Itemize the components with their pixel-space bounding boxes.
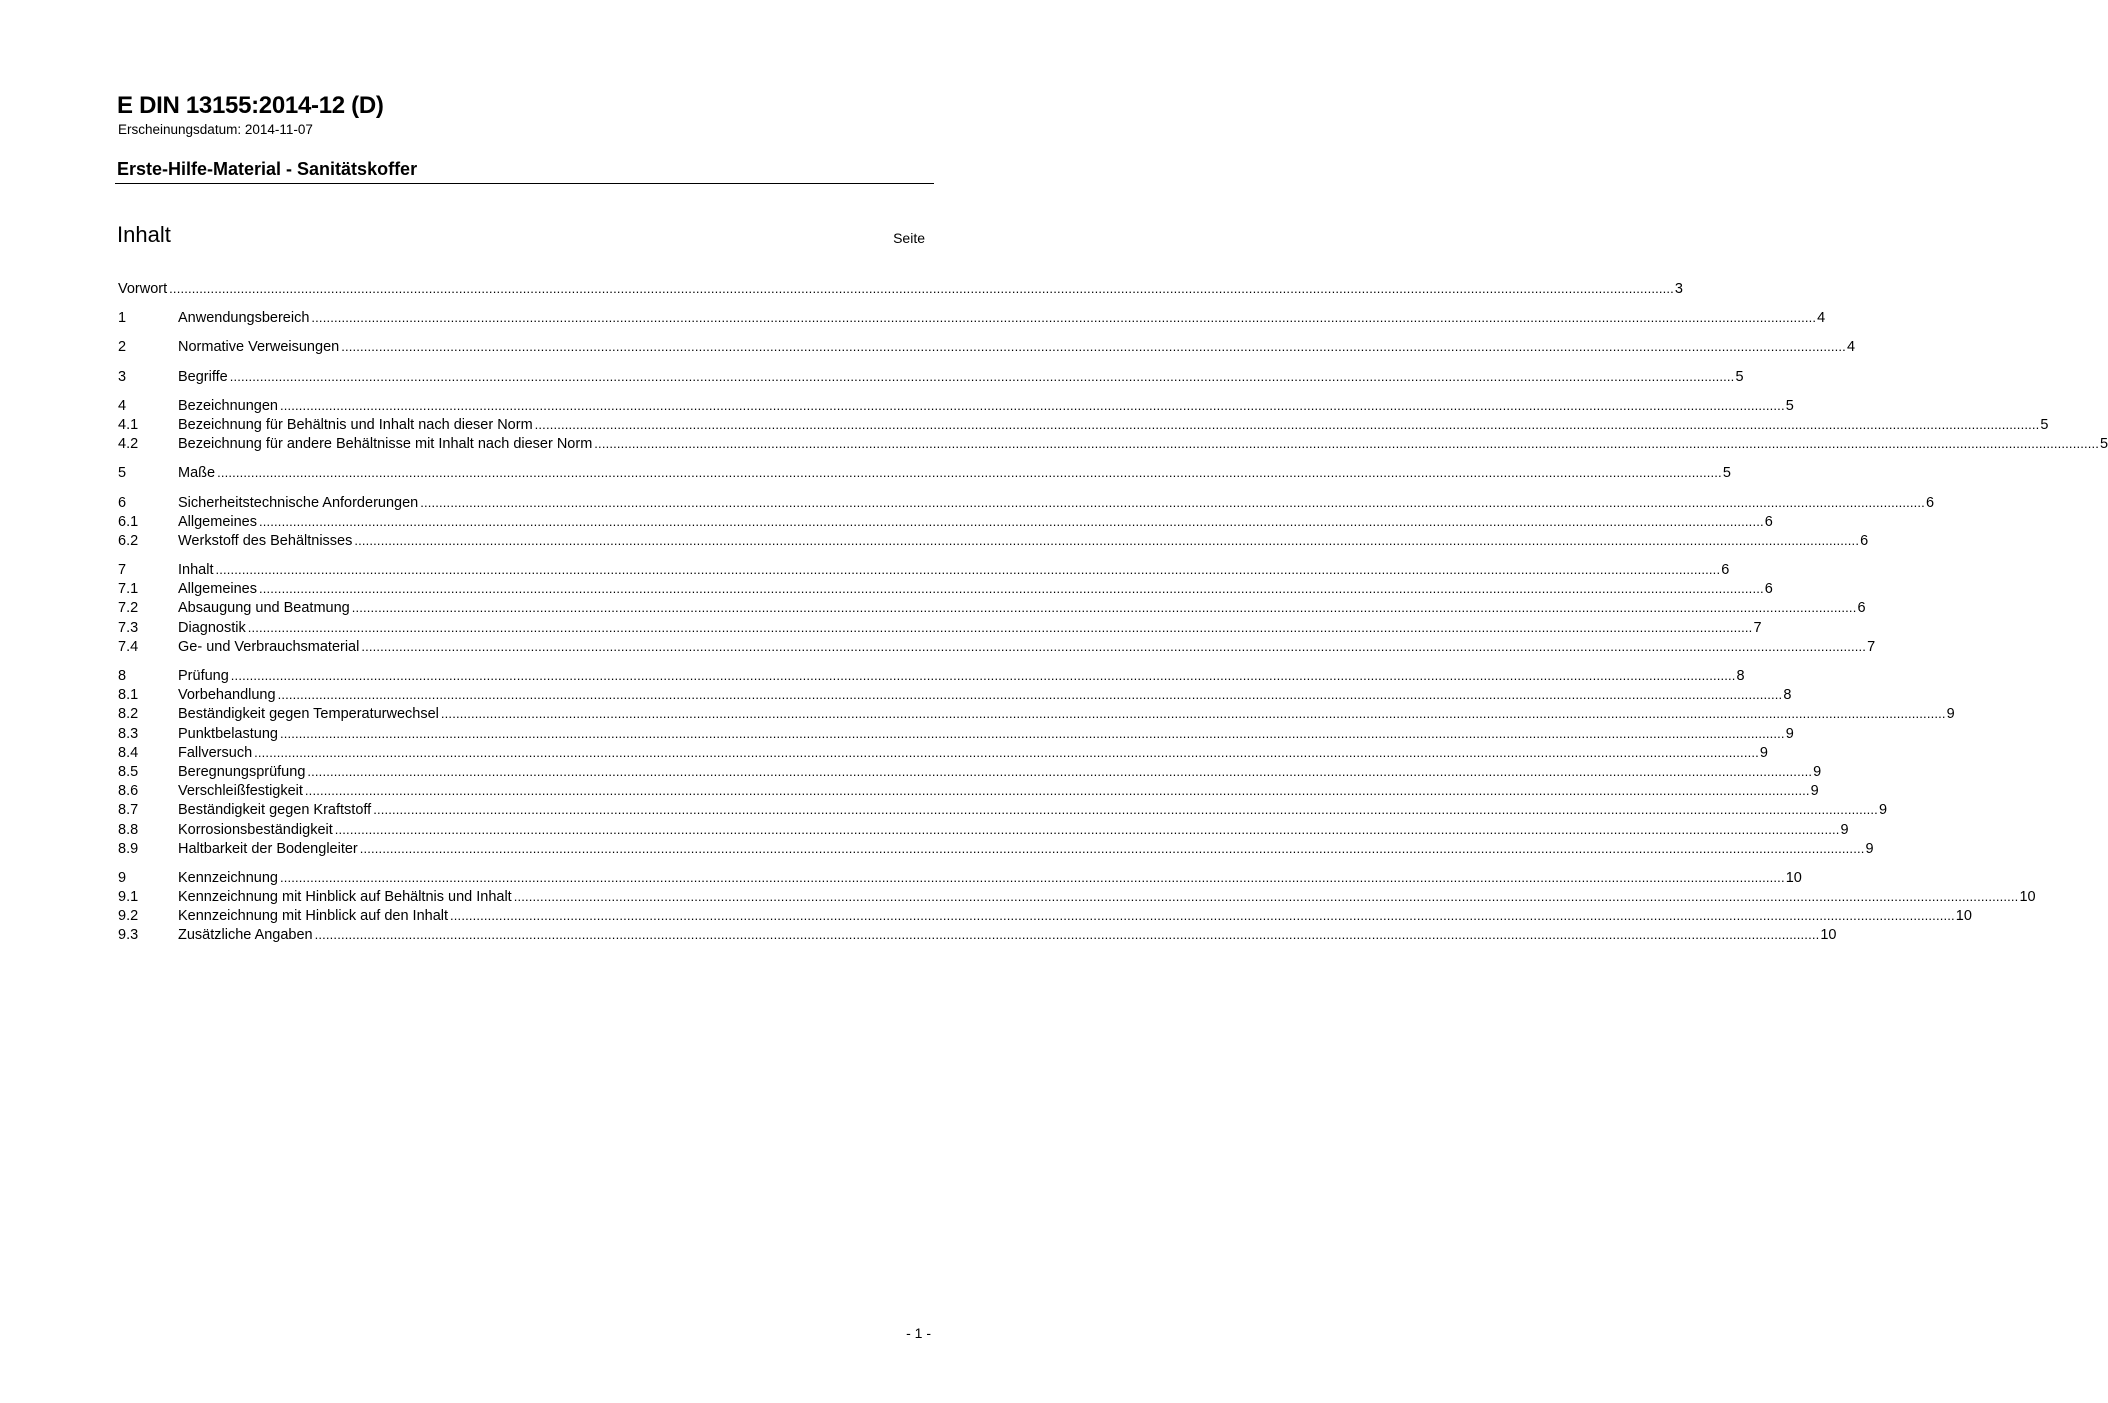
toc-entry[interactable]: [118, 618, 1762, 637]
toc-entry-title: Inhalt: [178, 562, 214, 579]
toc-entry-page: 5: [2040, 416, 2049, 433]
toc-entry-page: 8: [1783, 687, 1792, 704]
toc-entry-page: 9: [1810, 783, 1819, 800]
toc-entry-number: 9.1: [118, 889, 139, 906]
toc-group: [118, 279, 1683, 298]
toc-dot-leader: ................................................................................................................................................................................................................................................................................................................................................................................................................: [534, 416, 2040, 432]
toc-dot-leader: ................................................................................................................................................................................................................................................................................................................................................................................................................: [351, 600, 1857, 616]
toc-entry-number: 5: [118, 465, 127, 482]
toc-entry-number: 9.3: [118, 927, 139, 944]
toc-entry-number: 6.1: [118, 513, 139, 530]
toc-entry[interactable]: [118, 743, 1768, 762]
toc-dot-leader: ................................................................................................................................................................................................................................................................................................................................................................................................................: [304, 783, 1810, 799]
toc-dot-leader: ................................................................................................................................................................................................................................................................................................................................................................................................................: [279, 869, 1785, 885]
page-number: - 1 -: [906, 1325, 931, 1341]
toc-entry-number: 8.2: [118, 706, 139, 723]
toc-entry[interactable]: [118, 560, 1730, 579]
publication-date: Erscheinungsdatum: 2014-11-07: [118, 122, 313, 137]
toc-entry-number: 6: [118, 494, 127, 511]
toc-entry-number: 8.1: [118, 687, 139, 704]
toc-entry-page: 5: [1785, 397, 1794, 414]
toc-entry-page: 3: [1674, 281, 1683, 297]
toc-dot-leader: ................................................................................................................................................................................................................................................................................................................................................................................................................: [359, 840, 1865, 856]
toc-entry-title: Korrosionsbeständigkeit: [178, 821, 333, 838]
toc-entry-number: 8: [118, 668, 127, 684]
toc-entry-number: 3: [118, 368, 127, 385]
toc-entry-title: Allgemeines: [178, 581, 257, 598]
toc-dot-leader: ................................................................................................................................................................................................................................................................................................................................................................................................................: [373, 802, 1878, 818]
toc-dot-leader: ................................................................................................................................................................................................................................................................................................................................................................................................................: [440, 706, 1946, 722]
toc-group: [118, 308, 1826, 327]
toc-entry-number: 8.6: [118, 783, 139, 800]
toc-entry-number: 8.5: [118, 763, 139, 780]
toc-dot-leader: ................................................................................................................................................................................................................................................................................................................................................................................................................: [341, 339, 1846, 355]
toc-group: [118, 337, 1856, 356]
toc-entry-title: Vorwort: [118, 281, 168, 297]
toc-entry-page: 6: [1721, 562, 1730, 579]
toc-dot-leader: ................................................................................................................................................................................................................................................................................................................................................................................................................: [420, 494, 1925, 510]
toc-entry[interactable]: [118, 704, 1955, 723]
toc-dot-leader: ................................................................................................................................................................................................................................................................................................................................................................................................................: [217, 465, 1722, 481]
toc-entry-title: Fallversuch: [178, 744, 253, 761]
toc-entry-number: 4: [118, 397, 127, 414]
toc-group: [118, 868, 2036, 945]
toc-entry-title: Kennzeichnung mit Hinblick auf Behältnis und Inhalt: [178, 889, 512, 906]
toc-entry-title: Zusätzliche Angaben: [178, 927, 313, 944]
toc-entry[interactable]: [118, 925, 1837, 944]
document-id: E DIN 13155:2014-12 (D): [117, 92, 384, 119]
toc-entry-number: 8.4: [118, 744, 139, 761]
toc-entry-title: Verschleißfestigkeit: [178, 783, 303, 800]
toc-entry[interactable]: [118, 579, 1773, 598]
toc-entry-title: Bezeichnung für andere Behältnisse mit Inhalt nach dieser Norm: [178, 436, 593, 453]
toc-dot-leader: ................................................................................................................................................................................................................................................................................................................................................................................................................: [354, 532, 1860, 548]
toc-entry-page: 5: [1722, 465, 1731, 482]
toc-entry-page: 4: [1846, 339, 1856, 356]
toc-entry-title: Punktbelastung: [178, 725, 278, 742]
toc-entry[interactable]: [118, 337, 1856, 356]
toc-entry-number: 6.2: [118, 532, 139, 549]
toc-entry-title: Beständigkeit gegen Kraftstoff: [178, 802, 372, 819]
toc-entry[interactable]: [118, 308, 1826, 327]
toc-entry[interactable]: [118, 531, 1869, 550]
toc-entry-number: 9: [118, 869, 127, 886]
toc-entry-page: 8: [1736, 668, 1745, 684]
toc-entry[interactable]: [118, 887, 2036, 906]
toc-dot-leader: ................................................................................................................................................................................................................................................................................................................................................................................................................: [279, 725, 1785, 741]
toc-entry-title: Beregnungsprüfung: [178, 763, 306, 780]
toc-dot-leader: ................................................................................................................................................................................................................................................................................................................................................................................................................: [334, 821, 1840, 837]
toc-entry-title: Diagnostik: [178, 619, 246, 636]
toc-dot-leader: ................................................................................................................................................................................................................................................................................................................................................................................................................: [594, 436, 2100, 452]
toc-entry-page: 6: [1925, 494, 1935, 511]
toc-entry-title: Absaugung und Beatmung: [178, 600, 350, 617]
toc-entry[interactable]: [118, 637, 1876, 656]
toc-dot-leader: ................................................................................................................................................................................................................................................................................................................................................................................................................: [277, 687, 1783, 703]
toc-entry-title: Normative Verweisungen: [178, 339, 340, 356]
toc-entry[interactable]: [118, 839, 1874, 858]
toc-entry-number: 7: [118, 562, 127, 579]
toc-entry-page: 5: [2100, 436, 2108, 453]
toc-entry[interactable]: [118, 512, 1773, 531]
toc-entry-page: 10: [2019, 889, 2036, 906]
toc-entry-title: Begriffe: [178, 368, 228, 385]
toc-entry[interactable]: [118, 906, 1972, 925]
table-of-contents: [118, 279, 2108, 955]
toc-entry-number: 7.1: [118, 581, 139, 598]
toc-entry-page: 9: [1840, 821, 1849, 838]
toc-group: [118, 560, 1876, 656]
toc-entry[interactable]: [118, 762, 1822, 781]
toc-entry[interactable]: [118, 367, 1744, 386]
toc-entry-page: 6: [1764, 581, 1773, 598]
toc-entry-title: Beständigkeit gegen Temperaturwechsel: [178, 706, 439, 723]
toc-entry-number: 7.3: [118, 619, 139, 636]
toc-entry-number: 8.7: [118, 802, 139, 819]
toc-entry-title: Maße: [178, 465, 216, 482]
toc-dot-leader: ................................................................................................................................................................................................................................................................................................................................................................................................................: [259, 581, 1764, 597]
toc-entry[interactable]: [118, 685, 1792, 704]
toc-dot-leader: ................................................................................................................................................................................................................................................................................................................................................................................................................: [230, 668, 1736, 683]
toc-entry[interactable]: [118, 463, 1731, 482]
toc-dot-leader: ................................................................................................................................................................................................................................................................................................................................................................................................................: [254, 744, 1759, 760]
toc-entry-title: Haltbarkeit der Bodengleiter: [178, 840, 358, 857]
toc-entry-number: 9.2: [118, 908, 139, 925]
toc-entry-page: 6: [1857, 600, 1866, 617]
toc-group: [118, 666, 1955, 858]
toc-entry[interactable]: [118, 434, 2108, 453]
toc-entry-number: 7.4: [118, 638, 139, 655]
toc-entry[interactable]: [118, 598, 1866, 617]
toc-entry-number: 1: [118, 310, 127, 327]
toc-dot-leader: ................................................................................................................................................................................................................................................................................................................................................................................................................: [311, 310, 1817, 326]
toc-entry-page: 5: [1735, 368, 1744, 385]
toc-entry-title: Vorbehandlung: [178, 687, 276, 704]
document-title: Erste-Hilfe-Material - Sanitätskoffer: [117, 159, 418, 179]
toc-entry-page: 7: [1867, 638, 1876, 655]
toc-dot-leader: ................................................................................................................................................................................................................................................................................................................................................................................................................: [279, 397, 1785, 413]
toc-entry[interactable]: [118, 396, 1794, 415]
toc-heading: Inhalt: [117, 222, 171, 247]
toc-dot-leader: ................................................................................................................................................................................................................................................................................................................................................................................................................: [450, 908, 1955, 924]
toc-entry-page: 9: [1865, 840, 1874, 857]
toc-dot-leader: ................................................................................................................................................................................................................................................................................................................................................................................................................: [215, 562, 1721, 578]
toc-entry[interactable]: [118, 820, 1849, 839]
toc-entry-page: 10: [1785, 869, 1802, 886]
toc-entry-page: 10: [1820, 927, 1837, 944]
toc-entry-page: 6: [1860, 532, 1869, 549]
toc-dot-leader: ................................................................................................................................................................................................................................................................................................................................................................................................................: [259, 513, 1764, 529]
toc-dot-leader: ................................................................................................................................................................................................................................................................................................................................................................................................................: [169, 281, 1674, 296]
toc-entry-number: 8.3: [118, 725, 139, 742]
toc-entry-number: 4.1: [118, 416, 139, 433]
toc-entry[interactable]: [118, 666, 1745, 685]
toc-entry[interactable]: [118, 415, 2049, 434]
toc-entry-page: 9: [1785, 725, 1794, 742]
toc-entry-title: Bezeichnung für Behältnis und Inhalt nach dieser Norm: [178, 416, 533, 433]
toc-dot-leader: ................................................................................................................................................................................................................................................................................................................................................................................................................: [314, 927, 1820, 943]
toc-entry-number: 4.2: [118, 436, 139, 453]
toc-entry-title: Kennzeichnung mit Hinblick auf den Inhalt: [178, 908, 449, 925]
toc-entry-title: Anwendungsbereich: [178, 310, 310, 327]
toc-entry-title: Sicherheitstechnische Anforderungen: [178, 494, 419, 511]
toc-entry-page: 7: [1753, 619, 1762, 636]
toc-entry-title: Prüfung: [178, 668, 229, 684]
toc-entry[interactable]: [118, 493, 1935, 512]
toc-group: [118, 463, 1731, 482]
toc-entry-number: 8.9: [118, 840, 139, 857]
toc-dot-leader: ................................................................................................................................................................................................................................................................................................................................................................................................................: [247, 619, 1753, 635]
toc-entry-title: Ge- und Verbrauchsmaterial: [178, 638, 360, 655]
toc-page-column-label: Seite: [893, 230, 925, 246]
toc-entry[interactable]: [118, 868, 1802, 887]
toc-entry-title: Bezeichnungen: [178, 397, 278, 414]
toc-group: [118, 396, 2108, 454]
toc-entry-page: 4: [1817, 310, 1826, 327]
toc-dot-leader: ................................................................................................................................................................................................................................................................................................................................................................................................................: [513, 889, 2019, 905]
toc-entry-page: 9: [1946, 706, 1955, 723]
toc-entry-page: 9: [1878, 802, 1888, 819]
toc-dot-leader: ................................................................................................................................................................................................................................................................................................................................................................................................................: [361, 638, 1867, 654]
title-divider: [115, 183, 934, 184]
toc-entry-page: 9: [1759, 744, 1768, 761]
toc-entry-page: 6: [1764, 513, 1773, 530]
toc-entry[interactable]: [118, 800, 1888, 819]
toc-entry-number: 8.8: [118, 821, 139, 838]
toc-entry[interactable]: [118, 781, 1819, 800]
toc-entry[interactable]: [118, 279, 1683, 298]
toc-group: [118, 493, 1935, 551]
toc-entry-title: Kennzeichnung: [178, 869, 278, 886]
toc-dot-leader: ................................................................................................................................................................................................................................................................................................................................................................................................................: [229, 368, 1735, 384]
toc-entry-page: 10: [1955, 908, 1972, 925]
toc-entry-page: 9: [1813, 763, 1822, 780]
toc-entry-title: Werkstoff des Behältnisses: [178, 532, 353, 549]
toc-group: [118, 367, 1744, 386]
toc-entry-number: 2: [118, 339, 127, 356]
toc-entry-number: 7.2: [118, 600, 139, 617]
toc-dot-leader: ................................................................................................................................................................................................................................................................................................................................................................................................................: [307, 763, 1813, 779]
toc-entry[interactable]: [118, 724, 1794, 743]
toc-entry-title: Allgemeines: [178, 513, 257, 530]
